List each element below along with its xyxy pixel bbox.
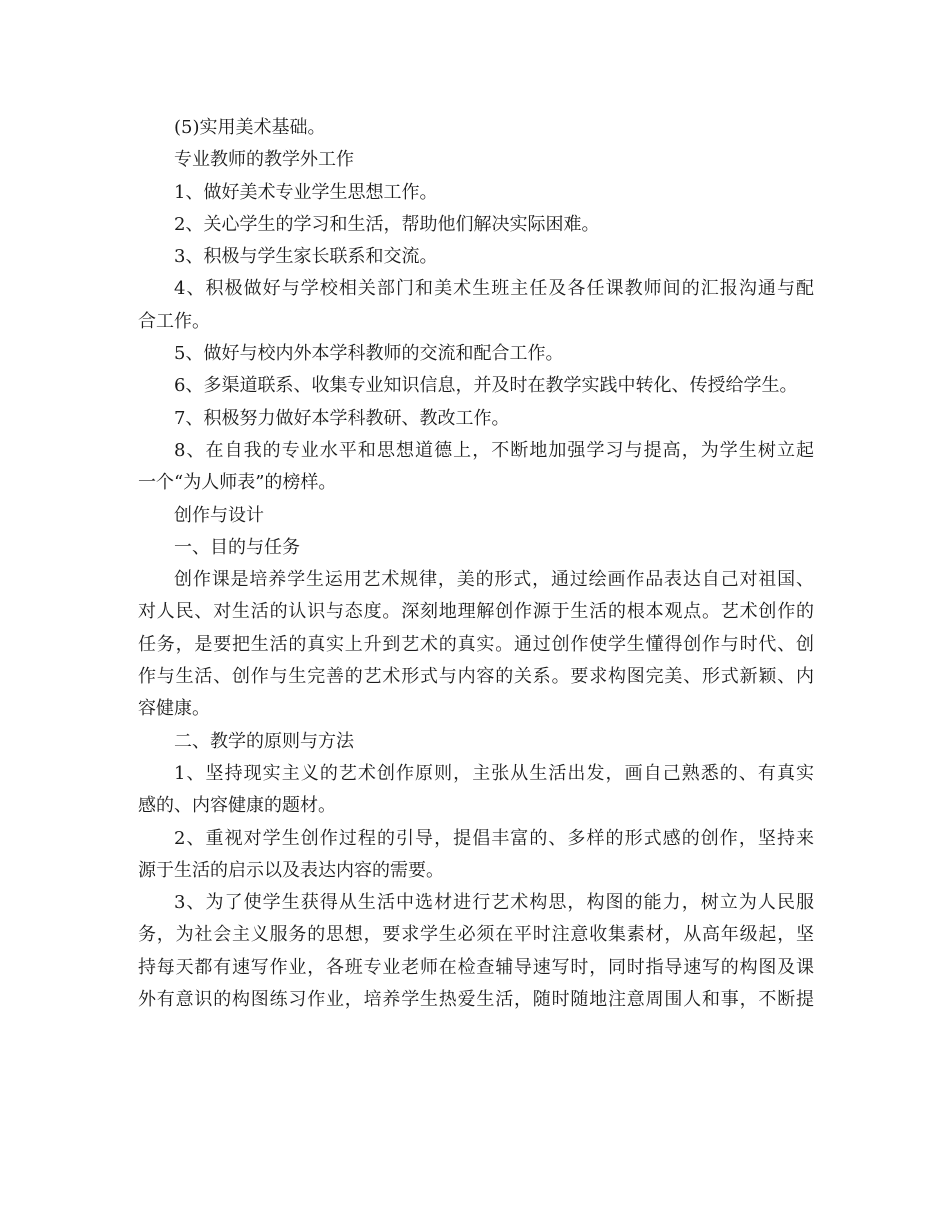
- list-item-continuation: 一个“为人师表”的榜样。: [138, 472, 337, 494]
- list-item: 5、做好与校内外本学科教师的交流和配合工作。: [174, 343, 564, 365]
- list-item-practical-art: (5)实用美术基础。: [174, 117, 326, 138]
- list-item: 1、做好美术专业学生思想工作。: [174, 181, 438, 203]
- list-item-continuation: 外有意识的构图练习作业，培养学生热爱生活，随时随地注意周围人和事，不断提: [138, 989, 814, 1011]
- list-item: 3、积极与学生家长联系和交流。: [174, 246, 438, 268]
- subsection-heading-purpose: 一、目的与任务: [174, 536, 300, 558]
- list-item-continuation: 务，为社会主义服务的思想，要求学生必须在平时注意收集素材，从高年级起，坚: [138, 924, 814, 946]
- paragraph-line: 任务，是要把生活的真实上升到艺术的真实。通过创作使学生懂得创作与时代、创: [138, 633, 814, 655]
- section-heading-extra-work: 专业教师的教学外工作: [174, 149, 354, 171]
- list-item: 2、重视对学生创作过程的引导，提倡丰富的、多样的形式感的创作，坚持来: [174, 827, 814, 849]
- list-item-continuation: 感的、内容健康的题材。: [138, 795, 336, 817]
- paragraph-line: 创作课是培养学生运用艺术规律，美的形式，通过绘画作品表达自己对祖国、: [174, 569, 814, 591]
- paragraph-line: 对人民、对生活的认识与态度。深刻地理解创作源于生活的根本观点。艺术创作的: [138, 601, 814, 623]
- document-body: [138, 112, 814, 1016]
- list-item: 7、积极努力做好本学科教研、教改工作。: [174, 407, 510, 429]
- list-item-continuation: 源于生活的启示以及表达内容的需要。: [138, 859, 444, 881]
- list-item: 3、为了使学生获得从生活中选材进行艺术构思，构图的能力，树立为人民服: [174, 892, 814, 914]
- paragraph-line: 容健康。: [138, 698, 210, 720]
- list-item: 4、积极做好与学校相关部门和美术生班主任及各任课教师间的汇报沟通与配: [174, 278, 814, 300]
- paragraph-line: 作与生活、创作与生完善的艺术形式与内容的关系。要求构图完美、形式新颖、内: [138, 666, 814, 688]
- list-item: 6、多渠道联系、收集专业知识信息，并及时在教学实践中转化、传授给学生。: [174, 375, 798, 397]
- list-item: 8、在自我的专业水平和思想道德上，不断地加强学习与提高，为学生树立起: [174, 439, 814, 461]
- list-item-continuation: 合工作。: [138, 310, 210, 332]
- subsection-heading-principles: 二、教学的原则与方法: [174, 730, 354, 752]
- section-heading-creation-design: 创作与设计: [174, 504, 264, 526]
- list-item: 1、坚持现实主义的艺术创作原则，主张从生活出发，画自己熟悉的、有真实: [174, 762, 814, 784]
- list-item-continuation: 持每天都有速写作业，各班专业老师在检查辅导速写时，同时指导速写的构图及课: [138, 956, 814, 978]
- list-item: 2、关心学生的学习和生活，帮助他们解决实际困难。: [174, 213, 600, 235]
